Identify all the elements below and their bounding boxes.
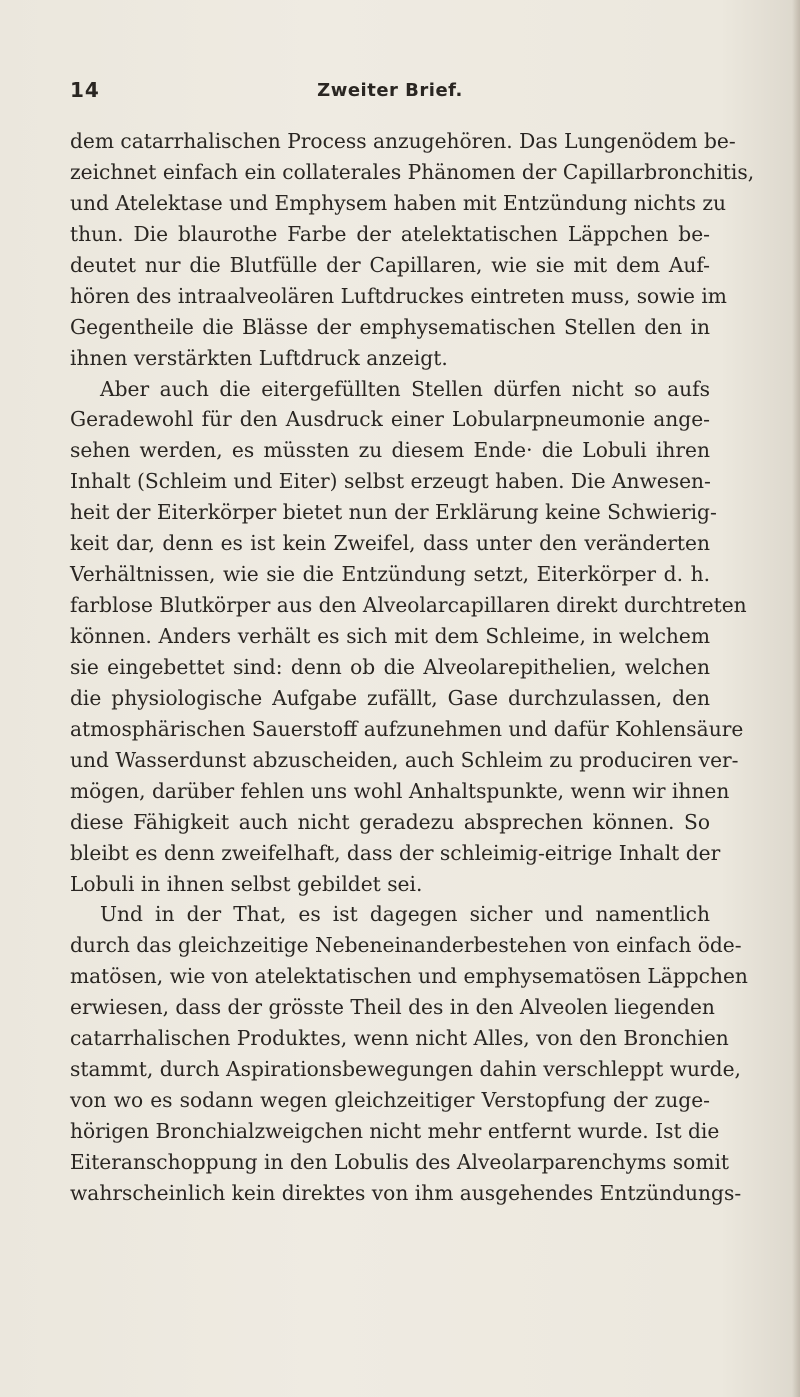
text-line: und Wasserdunst abzuscheiden, auch Schleim zu produciren ver- bbox=[70, 747, 739, 772]
text-line: diese Fähigkeit auch nicht geradezu absprechen können. So bbox=[70, 809, 710, 834]
text-line: die physiologische Aufgabe zufällt, Gase durchzulassen, den bbox=[70, 685, 710, 710]
text-line: Lobuli in ihnen selbst gebildet sei. bbox=[70, 871, 423, 896]
text-line: Geradewohl für den Ausdruck einer Lobularpneumonie ange- bbox=[70, 407, 710, 432]
body-text bbox=[70, 126, 755, 1209]
page-number: 14 bbox=[70, 78, 100, 102]
running-head: Zweiter Brief. bbox=[317, 80, 463, 101]
text-line: Gegentheile die Blässe der emphysematischen Stellen den in bbox=[70, 314, 710, 339]
text-line: wahrscheinlich kein direktes von ihm ausgehendes Entzündungs- bbox=[70, 1180, 742, 1205]
text-line: und Atelektase und Emphysem haben mit Entzündung nichts zu bbox=[70, 190, 727, 215]
text-line: von wo es sodann wegen gleichzeitiger Verstopfung der zuge- bbox=[70, 1088, 710, 1113]
page-header bbox=[70, 78, 710, 108]
text-line: deutet nur die Blutfülle der Capillaren, wie sie mit dem Auf- bbox=[70, 252, 710, 277]
text-line: thun. Die blaurothe Farbe der atelektatischen Läppchen be- bbox=[70, 221, 710, 246]
text-line: durch das gleichzeitige Nebeneinanderbestehen von einfach öde- bbox=[70, 933, 742, 958]
text-line: können. Anders verhält es sich mit dem Schleime, in welchem bbox=[70, 624, 710, 648]
text-line: Und in der That, es ist dagegen sicher und namentlich bbox=[100, 902, 710, 927]
text-line: Eiteranschoppung in den Lobulis des Alveolarparenchyms somit bbox=[70, 1149, 730, 1174]
text-line: Aber auch die eitergefüllten Stellen dürfen nicht so aufs bbox=[100, 376, 710, 401]
text-line: sie eingebettet sind: denn ob die Alveolarepithelien, welchen bbox=[70, 654, 710, 679]
text-line: zeichnet einfach ein collaterales Phänomen der Capillarbronchitis, bbox=[70, 159, 755, 184]
text-line: mögen, darüber fehlen uns wohl Anhaltspunkte, wenn wir ihnen bbox=[70, 778, 730, 803]
text-line: hörigen Bronchialzweigchen nicht mehr entfernt wurde. Ist die bbox=[70, 1119, 720, 1143]
text-line: ihnen verstärkten Luftdruck anzeigt. bbox=[70, 345, 448, 370]
page-edge-shadow bbox=[792, 0, 800, 1397]
text-line: Inhalt (Schleim und Eiter) selbst erzeugt haben. Die Anwesen- bbox=[70, 469, 711, 494]
text-line: hören des intraalveolären Luftdruckes eintreten muss, sowie im bbox=[70, 283, 727, 308]
text-line: erwiesen, dass der grösste Theil des in den Alveolen liegenden bbox=[70, 995, 715, 1020]
text-line: heit der Eiterkörper bietet nun der Erklärung keine Schwierig- bbox=[70, 500, 717, 525]
text-line: bleibt es denn zweifelhaft, dass der schleimig-eitrige Inhalt der bbox=[70, 840, 721, 865]
text-line: catarrhalischen Produktes, wenn nicht Alles, von den Bronchien bbox=[70, 1026, 729, 1051]
text-line: Verhältnissen, wie sie die Entzündung setzt, Eiterkörper d. h. bbox=[70, 562, 710, 587]
text-line: dem catarrhalischen Process anzugehören. Das Lungenödem be- bbox=[70, 129, 736, 153]
text-line: farblose Blutkörper aus den Alveolarcapillaren direkt durchtreten bbox=[70, 593, 747, 618]
text-line: stammt, durch Aspirationsbewegungen dahin verschleppt wurde, bbox=[70, 1057, 741, 1082]
text-line: keit dar, denn es ist kein Zweifel, dass unter den veränderten bbox=[70, 531, 710, 556]
text-line: atmosphärischen Sauerstoff aufzunehmen und dafür Kohlensäure bbox=[70, 716, 744, 741]
text-line: sehen werden, es müssten zu diesem Ende· die Lobuli ihren bbox=[70, 438, 710, 463]
text-line: matösen, wie von atelektatischen und emphysematösen Läppchen bbox=[70, 964, 748, 989]
